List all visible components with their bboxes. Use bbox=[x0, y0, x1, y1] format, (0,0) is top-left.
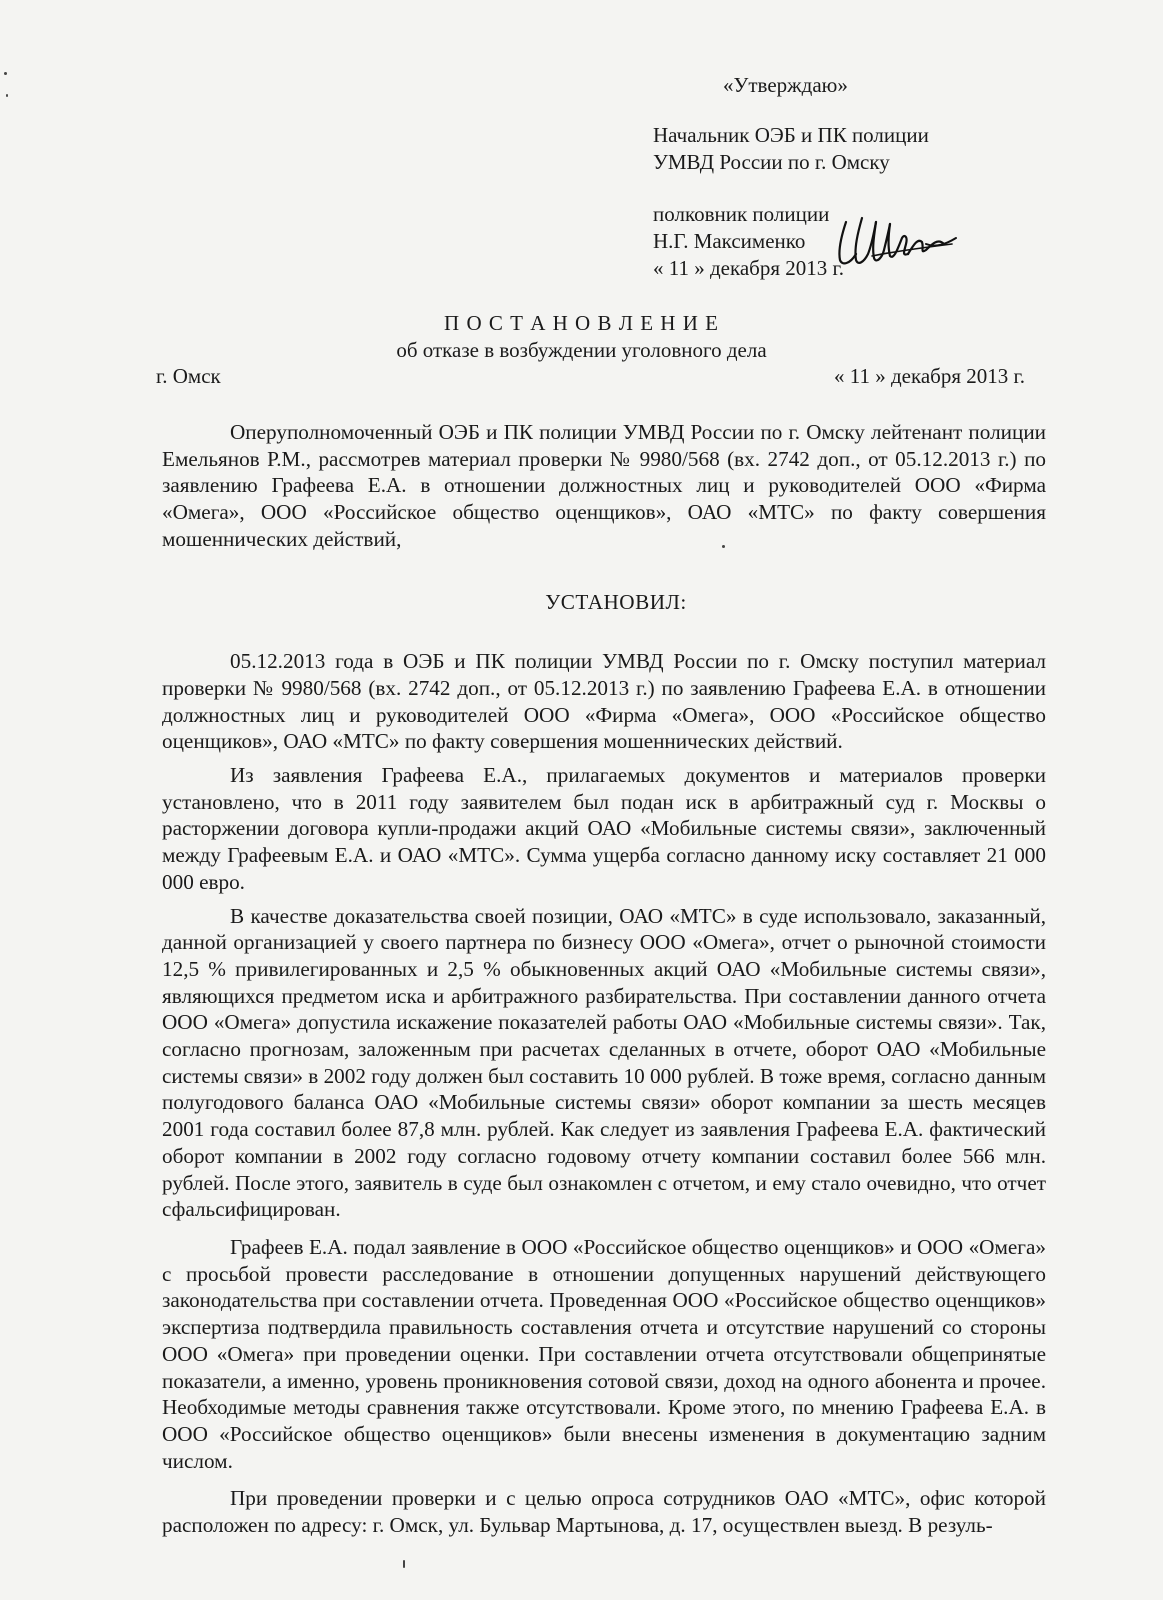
paragraph-2: Из заявления Графеева Е.А., прилагаемых документов и материалов проверки установлено, что в 2011 году заявителем был подан иск в арбитражный суд г. Москвы о расторжении договора купли-продажи акций ОАО «Мобильные системы связи», заключенный между Графеевым Е.А. и ОАО «МТС». Сумма ущерба согласно данному иску составляет 21 000 000 евро. bbox=[162, 763, 1046, 894]
scan-speck bbox=[722, 545, 725, 548]
approval-rank: полковник полиции bbox=[653, 202, 830, 226]
paragraph-3: В качестве доказательства своей позиции, ОАО «МТС» в суде использовало, заказанный, данной организацией у своего партнера по бизнесу ООО «Омега», отчет о рыночной стоимости 12,5 % привилегированных и 2,5 % обыкновенных акций ОАО «Мобильные системы связи», являющихся предметом иска и арбитражного разбирательства. При составлении данного отчета ООО «Омега» допустила искажение показателей работы ОАО «Мобильные системы связи». Так, согласно прогнозам, заложенным при расчетах сделанных в отчете, оборот ОАО «Мобильные системы связи» в 2002 году должен был составить 10 000 рублей. В тоже время, согласно данным полугодового баланса ОАО «Мобильные системы связи» оборот компании за шесть месяцев 2001 года составил более 87,8 млн. рублей. Как следует из заявления Графеева Е.А. фактический оборот компании в 2002 году согласно годовому отчету компании составил более 566 млн. рублей. После этого, заявитель в суде был ознакомлен с отчетом, и ему стало очевидно, что отчет сфальсифицирован. bbox=[162, 903, 1046, 1222]
document-date: « 11 » декабря 2013 г. bbox=[834, 364, 1026, 388]
scan-speck bbox=[4, 72, 7, 75]
approval-name: Н.Г. Максименко bbox=[653, 229, 806, 253]
paragraph-5: При проведении проверки и с целью опроса сотрудников ОАО «МТС», офис которой расположен по адресу: г. Омск, ул. Бульвар Мартынова, д. 17, осуществлен выезд. В резуль- bbox=[162, 1486, 1046, 1538]
document-subtitle: об отказе в возбуждении уголовного дела bbox=[396, 338, 767, 362]
document-body bbox=[162, 419, 1046, 1539]
document-place: г. Омск bbox=[156, 364, 221, 388]
scan-speck bbox=[403, 1560, 405, 1568]
paragraph-4: Графеев Е.А. подал заявление в ООО «Российское общество оценщиков» и ООО «Омега» с просьбой провести расследование в отношении допущенных нарушений действующего законодательства при составлении отчета. Проведенная ООО «Российское общество оценщиков» экспертиза подтвердила правильность составления отчета и отсутствие нарушений со стороны ООО «Омега» при проведении оценки. При составлении отчета отсутствовали общепринятые показатели, а именно, уровень проникновения сотовой связи, доход на одного абонента и прочее. Необходимые методы сравнения также отсутствовали. Кроме этого, по мнению Графеева Е.А. в ООО «Российское общество оценщиков» были внесены изменения в документацию задним числом. bbox=[162, 1234, 1046, 1473]
approval-date: « 11 » декабря 2013 г. bbox=[653, 256, 845, 280]
document-title: П О С Т А Н О В Л Е Н И Е bbox=[444, 311, 719, 335]
section-heading: УСТАНОВИЛ: bbox=[545, 589, 687, 614]
approval-position-line-2: УМВД России по г. Омску bbox=[653, 150, 890, 174]
scan-speck bbox=[6, 94, 8, 97]
paragraph-1: 05.12.2013 года в ОЭБ и ПК полиции УМВД России по г. Омску поступил материал проверки № 9980/568 (вх. 2742 доп., от 05.12.2013 г.) по заявлению Графеева Е.А. в отношении должностных лиц и руководителей ООО «Фирма «Омега», ООО «Российское общество оценщиков», ОАО «МТС» по факту совершения мошеннических действий. bbox=[162, 649, 1046, 754]
approval-position-line-1: Начальник ОЭБ и ПК полиции bbox=[653, 123, 929, 147]
handwritten-signature bbox=[832, 214, 962, 274]
approval-stamp: «Утверждаю» bbox=[723, 73, 848, 97]
intro-paragraph: Оперуполномоченный ОЭБ и ПК полиции УМВД России по г. Омску лейтенант полиции Емельянов Р.М., рассмотрев материал проверки № 9980/568 (вх. 2742 доп., от 05.12.2013 г.) по заявлению Графеева Е.А. в отношении должностных лиц и руководителей ООО «Фирма «Омега», ООО «Российское общество оценщиков», ОАО «МТС» по факту совершения мошеннических действий, bbox=[162, 420, 1046, 551]
